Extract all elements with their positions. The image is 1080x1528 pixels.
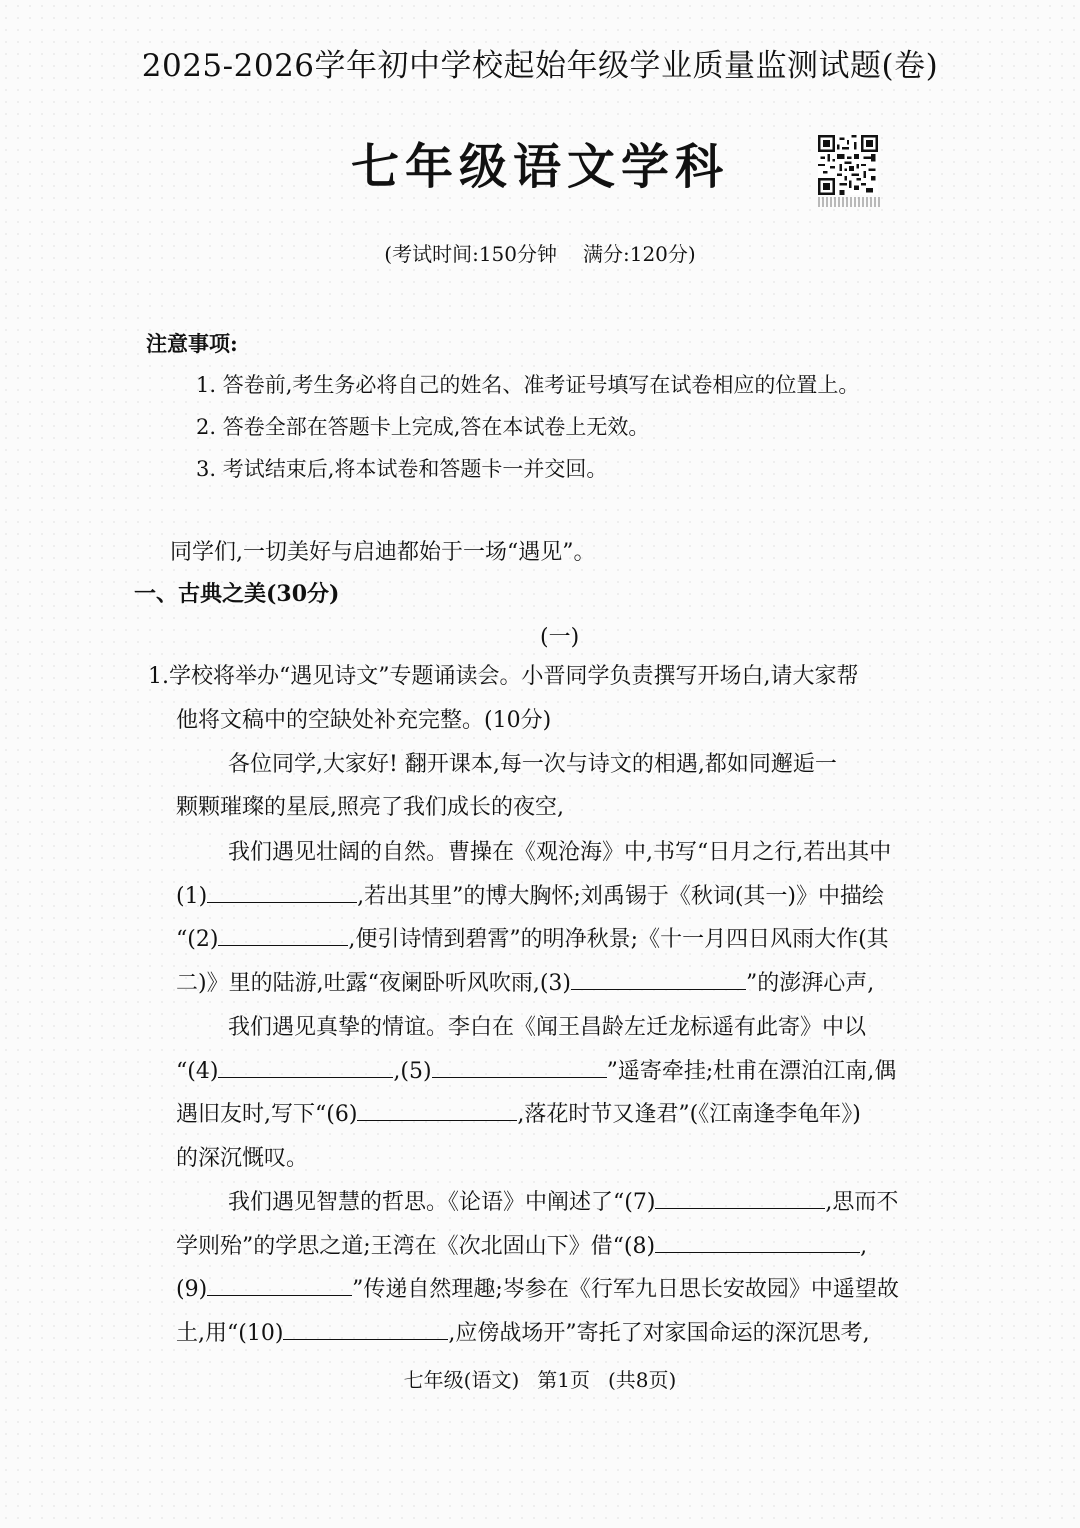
passage-line: 我们遇见智慧的哲思。《论语》中阐述了“(7) ,思而不 bbox=[228, 1181, 898, 1225]
passage-line: 学则殆”的学思之道;王湾在《次北固山下》借“(8) , bbox=[176, 1225, 867, 1269]
notice-item: 3. 考试结束后,将本试卷和答题卡一并交回。 bbox=[196, 457, 608, 481]
answer-blank-2[interactable] bbox=[218, 921, 348, 946]
qr-code-icon bbox=[818, 135, 878, 195]
answer-blank-6[interactable] bbox=[357, 1096, 517, 1121]
passage-line: (1) ,若出其里”的博大胸怀;刘禹锡于《秋词(其一)》中描绘 bbox=[176, 875, 884, 919]
exam-time: (考试时间:150分钟 bbox=[384, 242, 557, 266]
notice-title: 注意事项: bbox=[146, 331, 238, 356]
answer-blank-3[interactable] bbox=[571, 965, 746, 990]
qr-caption bbox=[818, 197, 880, 207]
exam-header: 2025-2026学年初中学校起始年级学业质量监测试题(卷) bbox=[141, 48, 939, 84]
footer-grade: 七年级(语文) bbox=[403, 1368, 520, 1392]
exam-meta bbox=[0, 238, 1080, 267]
answer-blank-4[interactable] bbox=[218, 1053, 393, 1078]
passage-line: 我们遇见真挚的情谊。李白在《闻王昌龄左迁龙标遥有此寄》中以 bbox=[228, 1015, 867, 1040]
answer-blank-5[interactable] bbox=[432, 1053, 607, 1078]
section-title: 一、古典之美(30分) bbox=[134, 581, 340, 607]
passage-line: (9) ”传递自然理趣;岑参在《行军九日思长安故园》中遥望故 bbox=[176, 1268, 899, 1312]
footer-total: (共8页) bbox=[608, 1368, 677, 1392]
subject-title: 七年级语文学科 bbox=[350, 139, 729, 195]
answer-blank-9[interactable] bbox=[207, 1271, 352, 1296]
page-footer bbox=[0, 1364, 1080, 1393]
answer-blank-10[interactable] bbox=[283, 1315, 448, 1340]
passage-line: 各位同学,大家好! 翻开课本,每一次与诗文的相遇,都如同邂逅一 bbox=[228, 752, 837, 777]
passage-line: 颗颗璀璨的星辰,照亮了我们成长的夜空, bbox=[176, 795, 564, 820]
passage-line: 二)》里的陆游,吐露“夜阑卧听风吹雨,(3) ”的澎湃心声, bbox=[176, 962, 874, 1006]
answer-blank-7[interactable] bbox=[655, 1184, 825, 1209]
question-prompt: 1.学校将举办“遇见诗文”专题诵读会。小晋同学负责撰写开场白,请大家帮 bbox=[148, 664, 859, 689]
passage-line: 土,用“(10) ,应傍战场开”寄托了对家国命运的深沉思考, bbox=[176, 1312, 870, 1356]
notice-item: 1. 答卷前,考生务必将自己的姓名、准考证号填写在试卷相应的位置上。 bbox=[196, 373, 860, 397]
question-prompt-cont: 他将文稿中的空缺处补充完整。(10分) bbox=[176, 708, 552, 733]
exam-score: 满分:120分) bbox=[583, 242, 696, 266]
qr-code bbox=[818, 135, 880, 207]
subsection-title: (一) bbox=[540, 625, 580, 650]
passage-line: 遇旧友时,写下“(6) ,落花时节又逢君”(《江南逢李龟年》) bbox=[176, 1093, 861, 1137]
passage-line: 我们遇见壮阔的自然。曹操在《观沧海》中,书写“日月之行,若出其中 bbox=[228, 840, 892, 865]
passage-line: “(4) ,(5) ”遥寄牵挂;杜甫在漂泊江南,偶 bbox=[176, 1050, 896, 1094]
notice-item: 2. 答卷全部在答题卡上完成,答在本试卷上无效。 bbox=[196, 415, 650, 439]
notice-list bbox=[196, 370, 859, 496]
footer-page: 第1页 bbox=[537, 1368, 590, 1392]
intro-text: 同学们,一切美好与启迪都始于一场“遇见”。 bbox=[170, 540, 596, 565]
answer-blank-1[interactable] bbox=[207, 878, 357, 903]
passage-line: “(2) ,便引诗情到碧霄”的明净秋景;《十一月四日风雨大作(其 bbox=[176, 918, 889, 962]
answer-blank-8[interactable] bbox=[655, 1228, 860, 1253]
passage-line: 的深沉慨叹。 bbox=[176, 1146, 309, 1171]
